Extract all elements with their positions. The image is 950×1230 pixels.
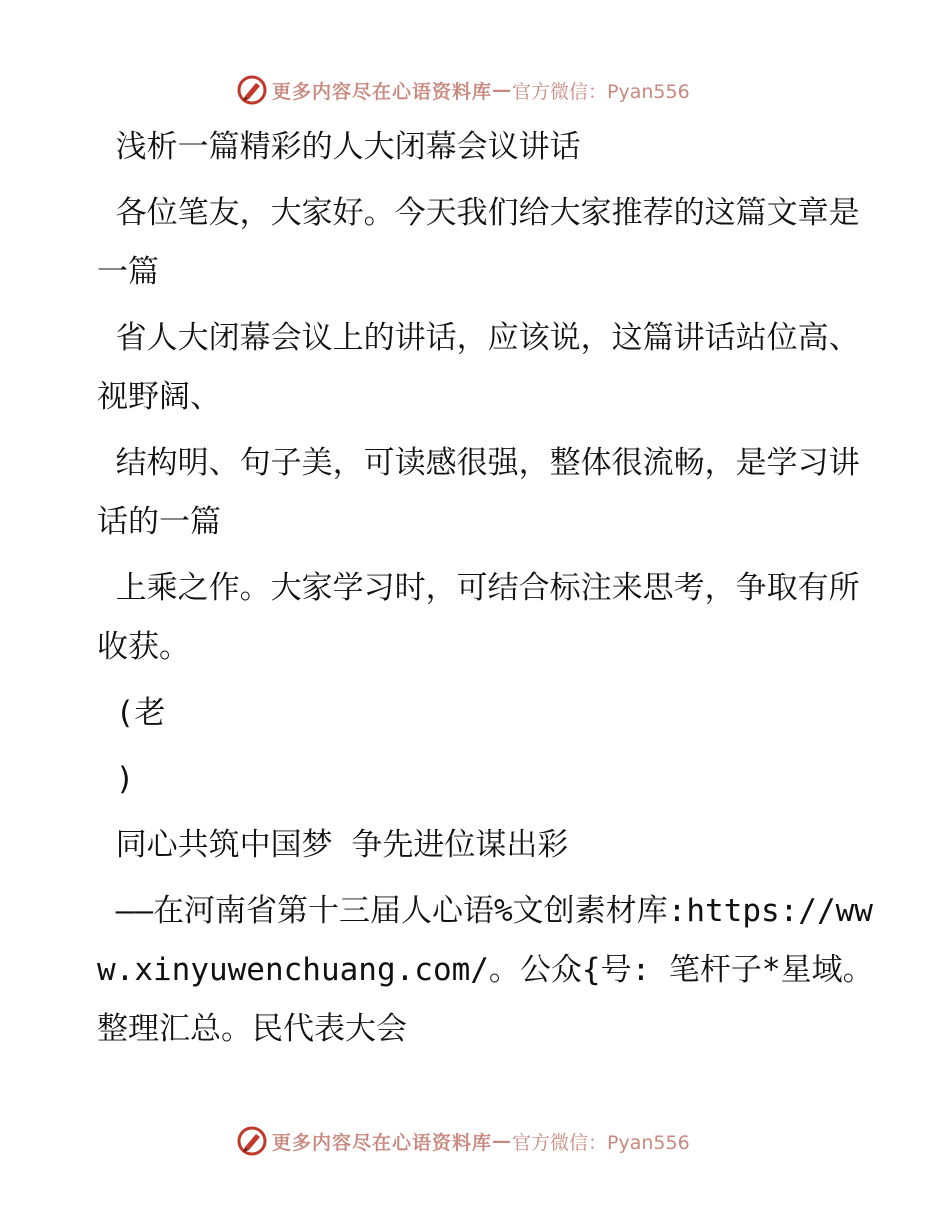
banner-promo-text: 更多内容尽在心语资料库 <box>272 80 493 103</box>
paragraph: 上乘之作。大家学习时，可结合标注来思考，争取有所收获。 <box>97 570 860 665</box>
footer-banner <box>236 1123 716 1159</box>
document-body <box>97 118 877 1059</box>
banner-contact-text: 官方微信：Pyan556 <box>512 80 690 103</box>
paragraph: 省人大闭幕会议上的讲话，应该说，这篇讲话站位高、视野阔、 <box>97 320 860 415</box>
banner-separator: — <box>492 1130 513 1152</box>
paragraph: 结构明、句子美，可读感很强，整体很流畅，是学习讲话的一篇 <box>97 445 860 540</box>
paragraph: 各位笔友，大家好。今天我们给大家推荐的这篇文章是一篇 <box>97 195 860 290</box>
banner-separator: — <box>492 79 513 101</box>
banner-contact-text: 官方微信：Pyan556 <box>512 1131 690 1154</box>
banner-promo-text: 更多内容尽在心语资料库 <box>272 1131 493 1154</box>
paragraph: (老 <box>97 695 166 731</box>
pen-logo-icon <box>236 1125 268 1157</box>
document-title: 浅析一篇精彩的人大闭幕会议讲话 <box>97 129 581 165</box>
speech-subtitle: ——在河南省第十三届人心语%文创素材库:https://www.xinyuwenchuang.com/。公众{号: 笔杆子*星域。整理汇总。民代表大会 <box>97 893 874 1047</box>
paragraph: ) <box>97 761 135 797</box>
pen-logo-icon <box>236 74 268 106</box>
header-banner <box>236 72 716 108</box>
speech-title: 同心共筑中国梦 争先进位谋出彩 <box>97 827 569 863</box>
